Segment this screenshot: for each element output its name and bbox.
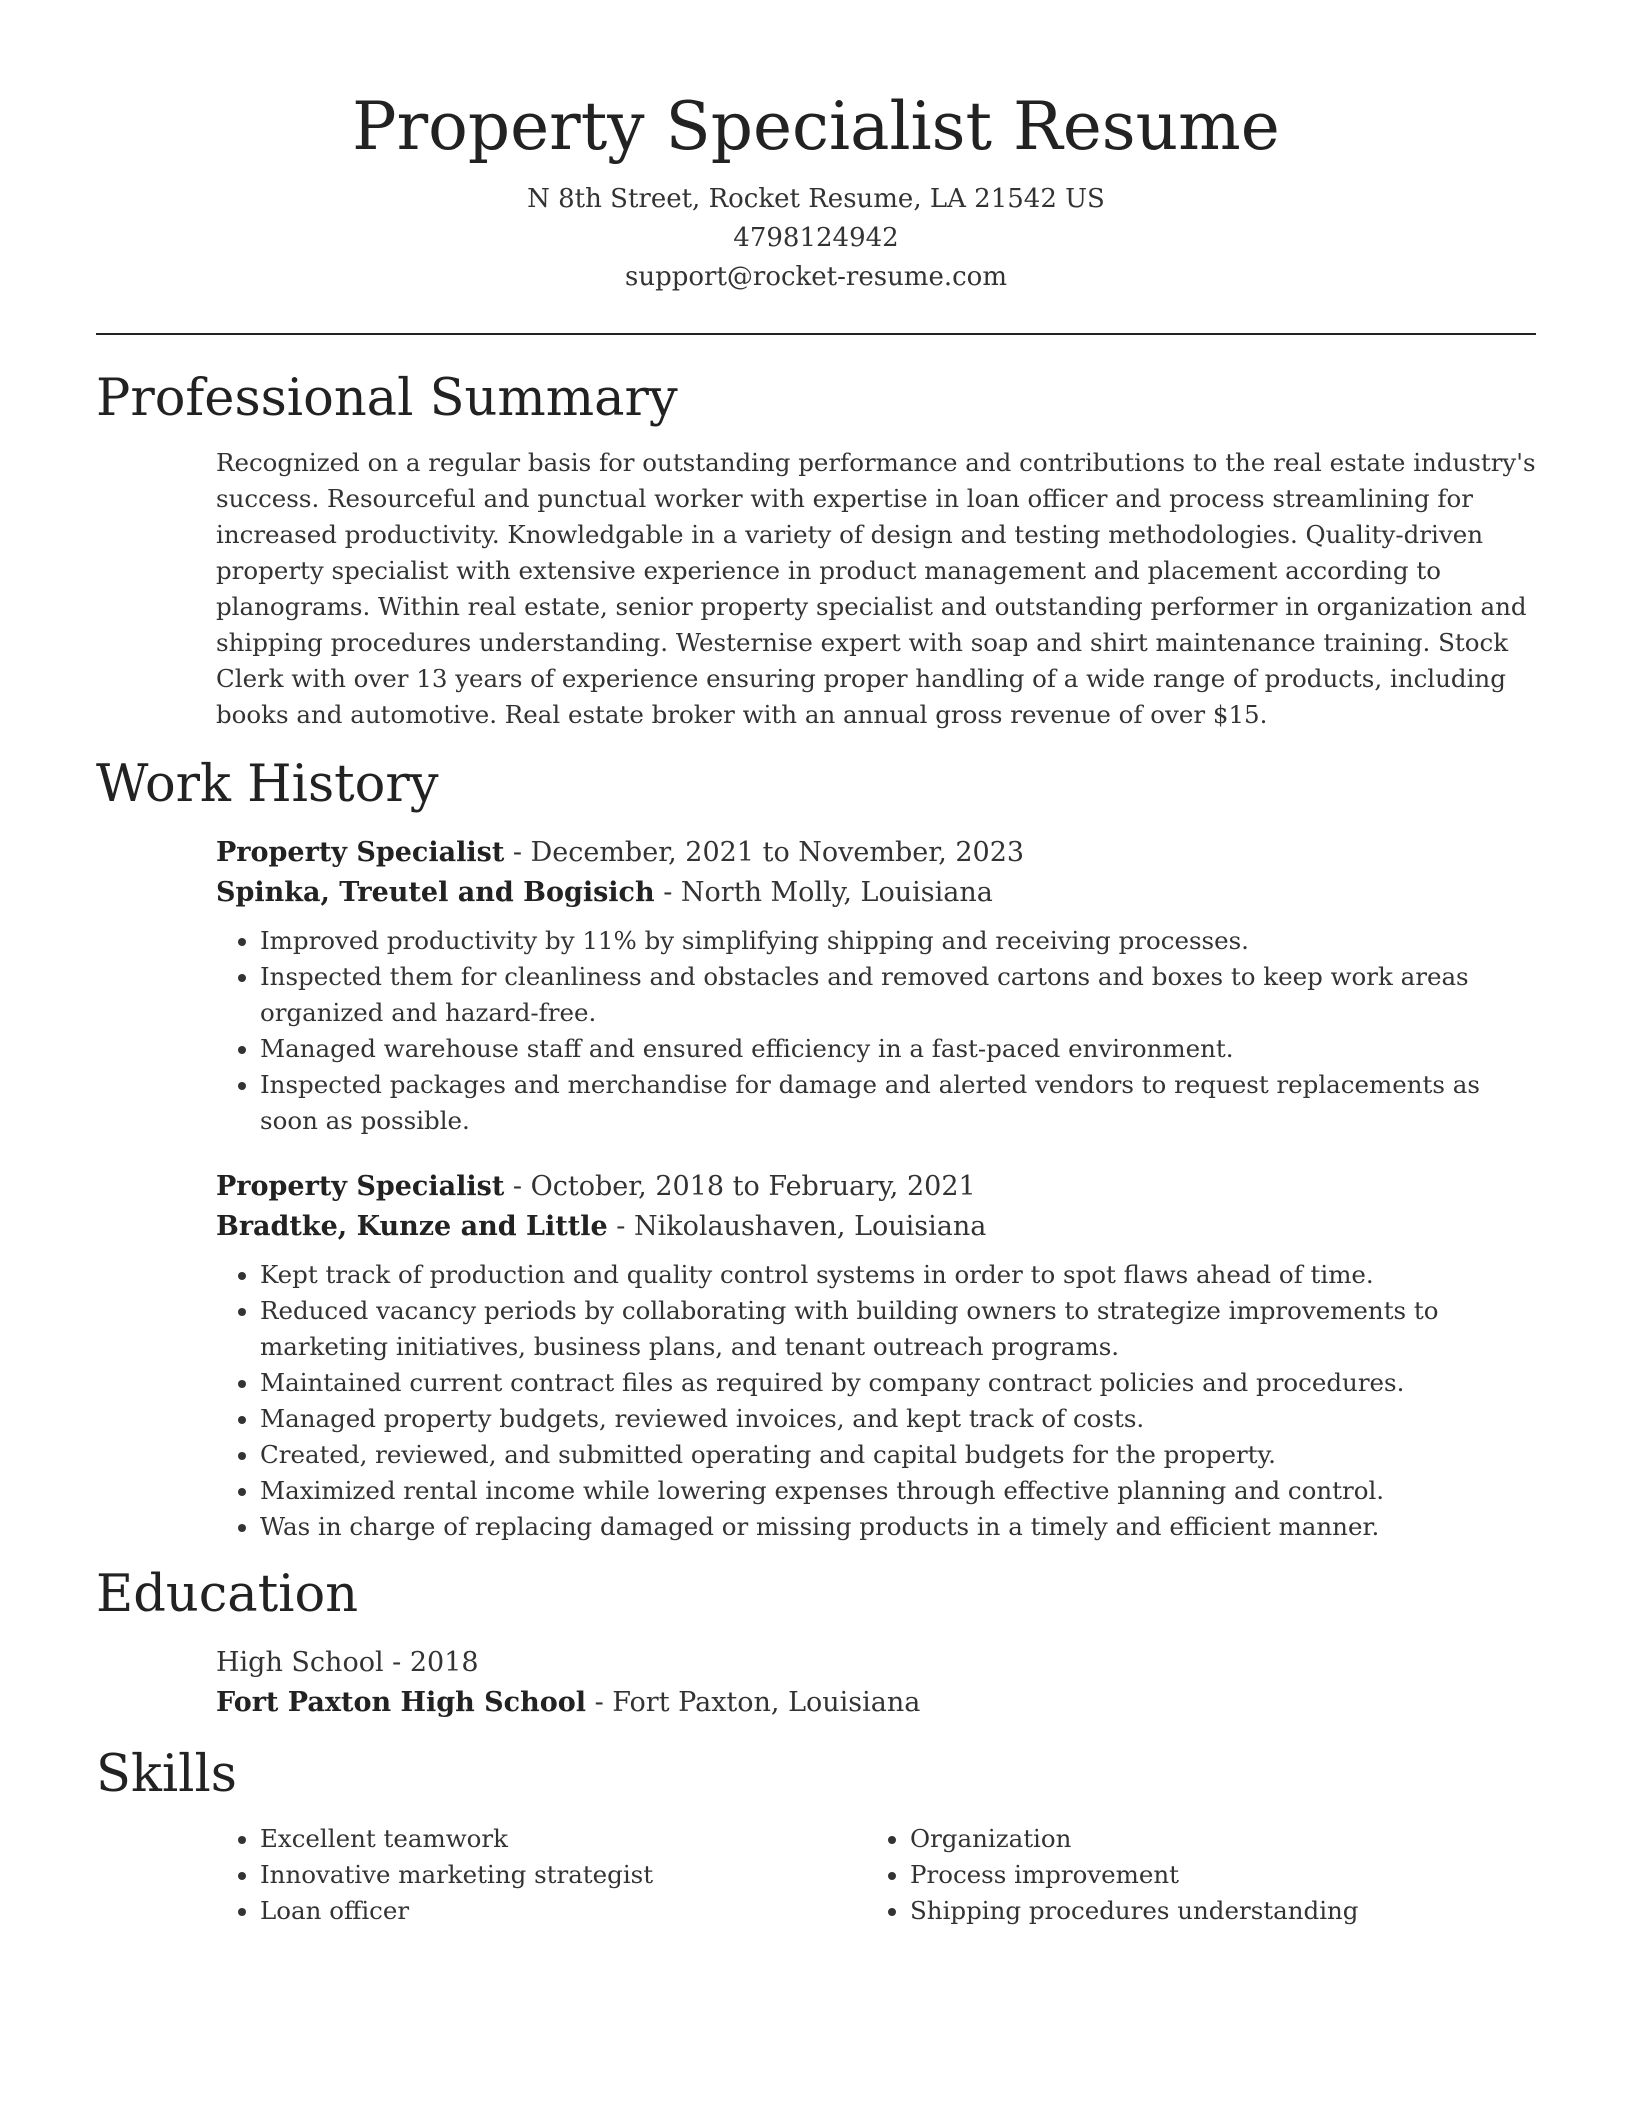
job-entry [216,833,1536,1139]
list-item: • Created, reviewed, and submitted operating and capital budgets for the property. [260,1437,1536,1473]
list-item: • Managed warehouse staff and ensured efficiency in a fast-paced environment. [260,1031,1536,1067]
list-item: • Maintained current contract files as required by company contract policies and procedures. [260,1365,1536,1401]
education-degree: High School [216,1647,384,1678]
contact-address: N 8th Street, Rocket Resume, LA 21542 US [527,184,1105,214]
job-title-line [216,833,1536,873]
list-item: • Shipping procedures understanding [910,1893,1516,1929]
list-item: • Inspected them for cleanliness and obstacles and removed cartons and boxes to keep work areas organized and hazard-free. [260,959,1536,1031]
job-employer-line [216,1207,1536,1247]
education-degree-line [216,1643,1536,1683]
list-item: • Organization [910,1821,1516,1857]
job-dates: - October, 2018 to February, 2021 [504,1171,976,1202]
education-school-line [216,1683,1536,1723]
contact-phone: 4798124942 [733,223,899,253]
job-bullets [216,1257,1536,1545]
job-employer: Spinka, Treutel and Bogisich [216,877,655,908]
summary-text: Recognized on a regular basis for outstanding performance and contributions to the real estate industry's success. Resourceful and punctual worker with expertise in loan officer and process streamlining for increased productivity. Knowledgable in a variety of design and testing methodologies. Quality-driven property specialist with extensive experience in product management and placement according to planograms. Within real estate, senior property specialist and outstanding performer in organization and shipping procedures understanding. Westernise expert with soap and shirt maintenance training. Stock Clerk with over 13 years of experience ensuring proper handling of a wide range of products, including books and automotive. Real estate broker with an annual gross revenue of over $15. [216,448,1536,729]
list-item: • Kept track of production and quality control systems in order to spot flaws ahead of time. [260,1257,1536,1293]
section-title-education: Education [96,1565,359,1624]
job-location: - Nikolaushaven, Louisiana [607,1211,987,1242]
skills-column-left [216,1821,866,1929]
contact-email: support@rocket-resume.com [624,262,1007,292]
job-role: Property Specialist [216,837,505,868]
section-title-skills: Skills [96,1745,237,1804]
list-item: • Managed property budgets, reviewed invoices, and kept track of costs. [260,1401,1536,1437]
list-item: • Process improvement [910,1857,1516,1893]
list-item: • Maximized rental income while lowering expenses through effective planning and control. [260,1473,1536,1509]
list-item: • Innovative marketing strategist [260,1857,866,1893]
job-title-line [216,1167,1536,1207]
education-location: - Fort Paxton, Louisiana [586,1687,921,1718]
page-title: Property Specialist Resume [352,88,1280,165]
list-item: • Was in charge of replacing damaged or missing products in a timely and efficient manner. [260,1509,1536,1545]
job-bullets [216,923,1536,1139]
skills-column-right [866,1821,1516,1929]
education-year: - 2018 [383,1647,479,1678]
job-employer-line [216,873,1536,913]
skills-list-left [216,1821,866,1929]
section-title-work-history: Work History [96,755,439,814]
job-role: Property Specialist [216,1171,505,1202]
header-divider [96,333,1536,335]
job-entry [216,1167,1536,1545]
list-item: • Inspected packages and merchandise for damage and alerted vendors to request replacements as soon as possible. [260,1067,1536,1139]
education-section [216,1643,1536,1723]
list-item: • Excellent teamwork [260,1821,866,1857]
work-history-section [216,833,1536,1545]
resume-header [96,0,1536,297]
list-item: • Reduced vacancy periods by collaborating with building owners to strategize improvements to marketing initiatives, business plans, and tenant outreach programs. [260,1293,1536,1365]
list-item: • Improved productivity by 11% by simplifying shipping and receiving processes. [260,923,1536,959]
list-item: • Loan officer [260,1893,866,1929]
skills-grid [216,1821,1536,1929]
skills-section [216,1821,1536,1929]
job-location: - North Molly, Louisiana [654,877,993,908]
job-employer: Bradtke, Kunze and Little [216,1211,608,1242]
skills-list-right [866,1821,1516,1929]
summary-section [216,445,1536,733]
education-school: Fort Paxton High School [216,1687,586,1718]
job-dates: - December, 2021 to November, 2023 [504,837,1025,868]
section-title-summary: Professional Summary [96,369,678,428]
